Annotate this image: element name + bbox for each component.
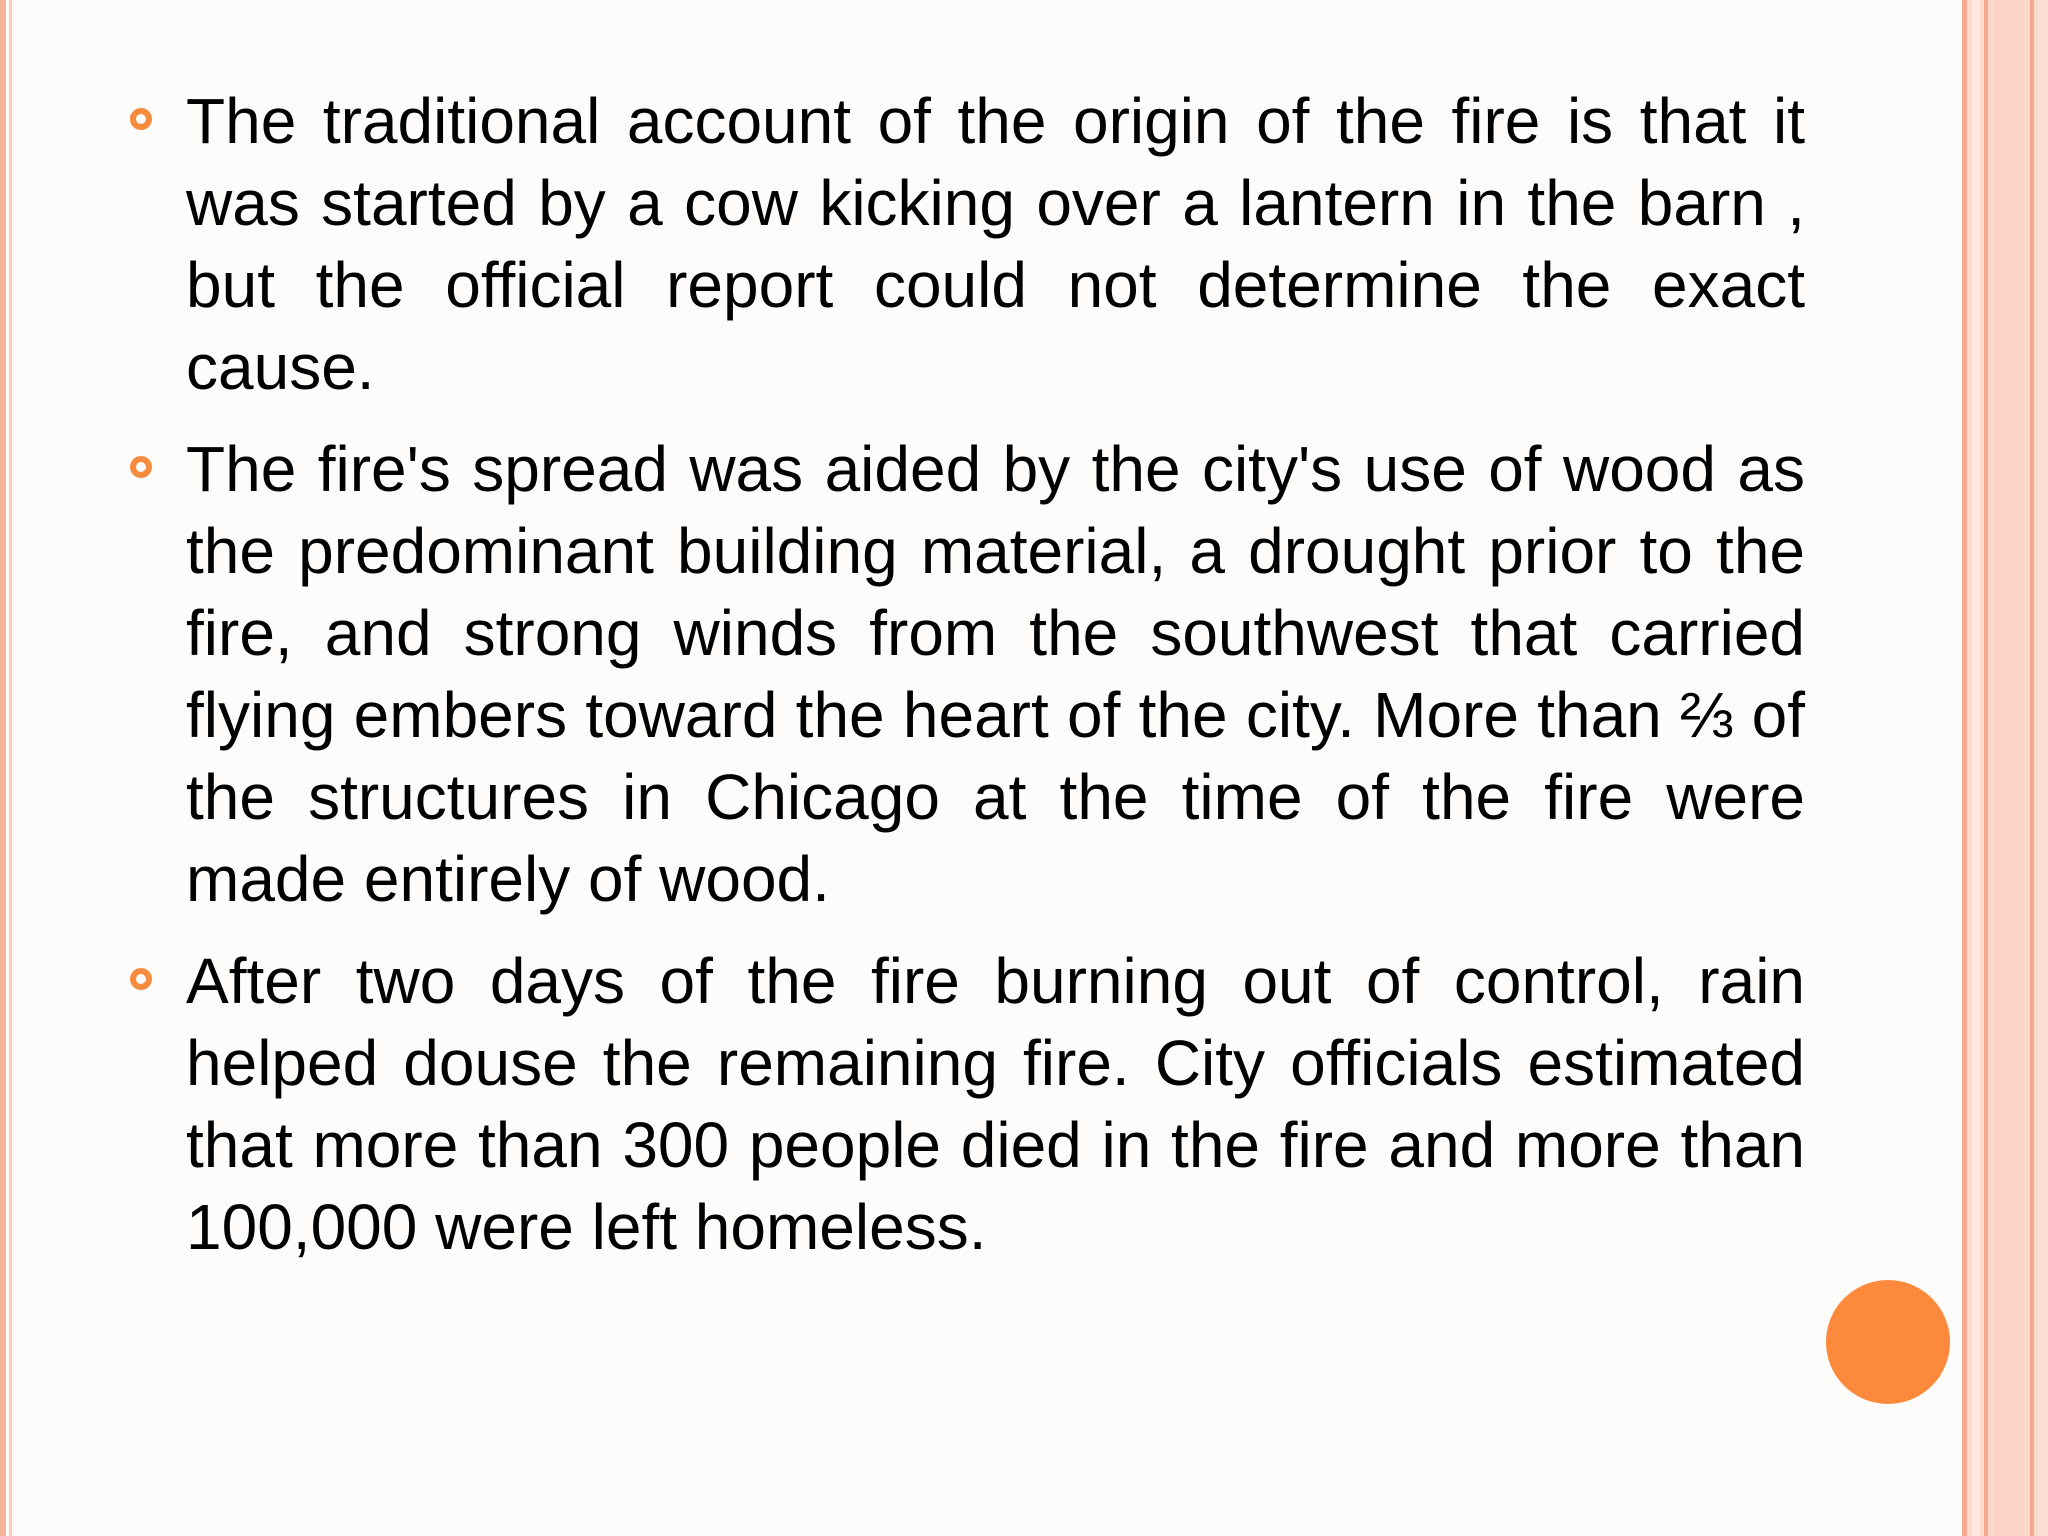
bullet-item [130, 940, 1805, 1268]
bullet-text: The fire's spread was aided by the city's use of wood as the predominant building material, a drought prior to the fire, and strong winds from the southwest that carried flying embers toward the heart of the city. More than ⅔ of the structures in Chicago at the time of the fire were made entirely of wood. [186, 433, 1805, 915]
bullet-item [130, 80, 1805, 408]
left-decor-stripe-thin [9, 0, 12, 1536]
bullet-text: The traditional account of the origin of the fire is that it was started by a cow kicking over a lantern in the barn , but the official report could not determine the exact cause. [186, 85, 1805, 403]
slide-body [130, 80, 1805, 1288]
bullet-item [130, 428, 1805, 920]
right-decor-line [2030, 0, 2034, 1536]
right-decor-line [1984, 0, 1988, 1536]
decorative-orange-circle-icon [1826, 1280, 1950, 1404]
bullet-text: After two days of the fire burning out of control, rain helped douse the remaining fire. City officials estimated that more than 300 people died in the fire and more than 100,000 were left homeless. [186, 945, 1805, 1263]
ring-bullet-icon [130, 456, 152, 478]
right-decor-line [2038, 0, 2048, 1536]
left-decor-stripe [0, 0, 6, 1536]
right-decor-band [1994, 0, 2024, 1536]
ring-bullet-icon [130, 968, 152, 990]
right-decor-line [1972, 0, 1980, 1536]
ring-bullet-icon [130, 108, 152, 130]
right-decor-line [1962, 0, 1967, 1536]
